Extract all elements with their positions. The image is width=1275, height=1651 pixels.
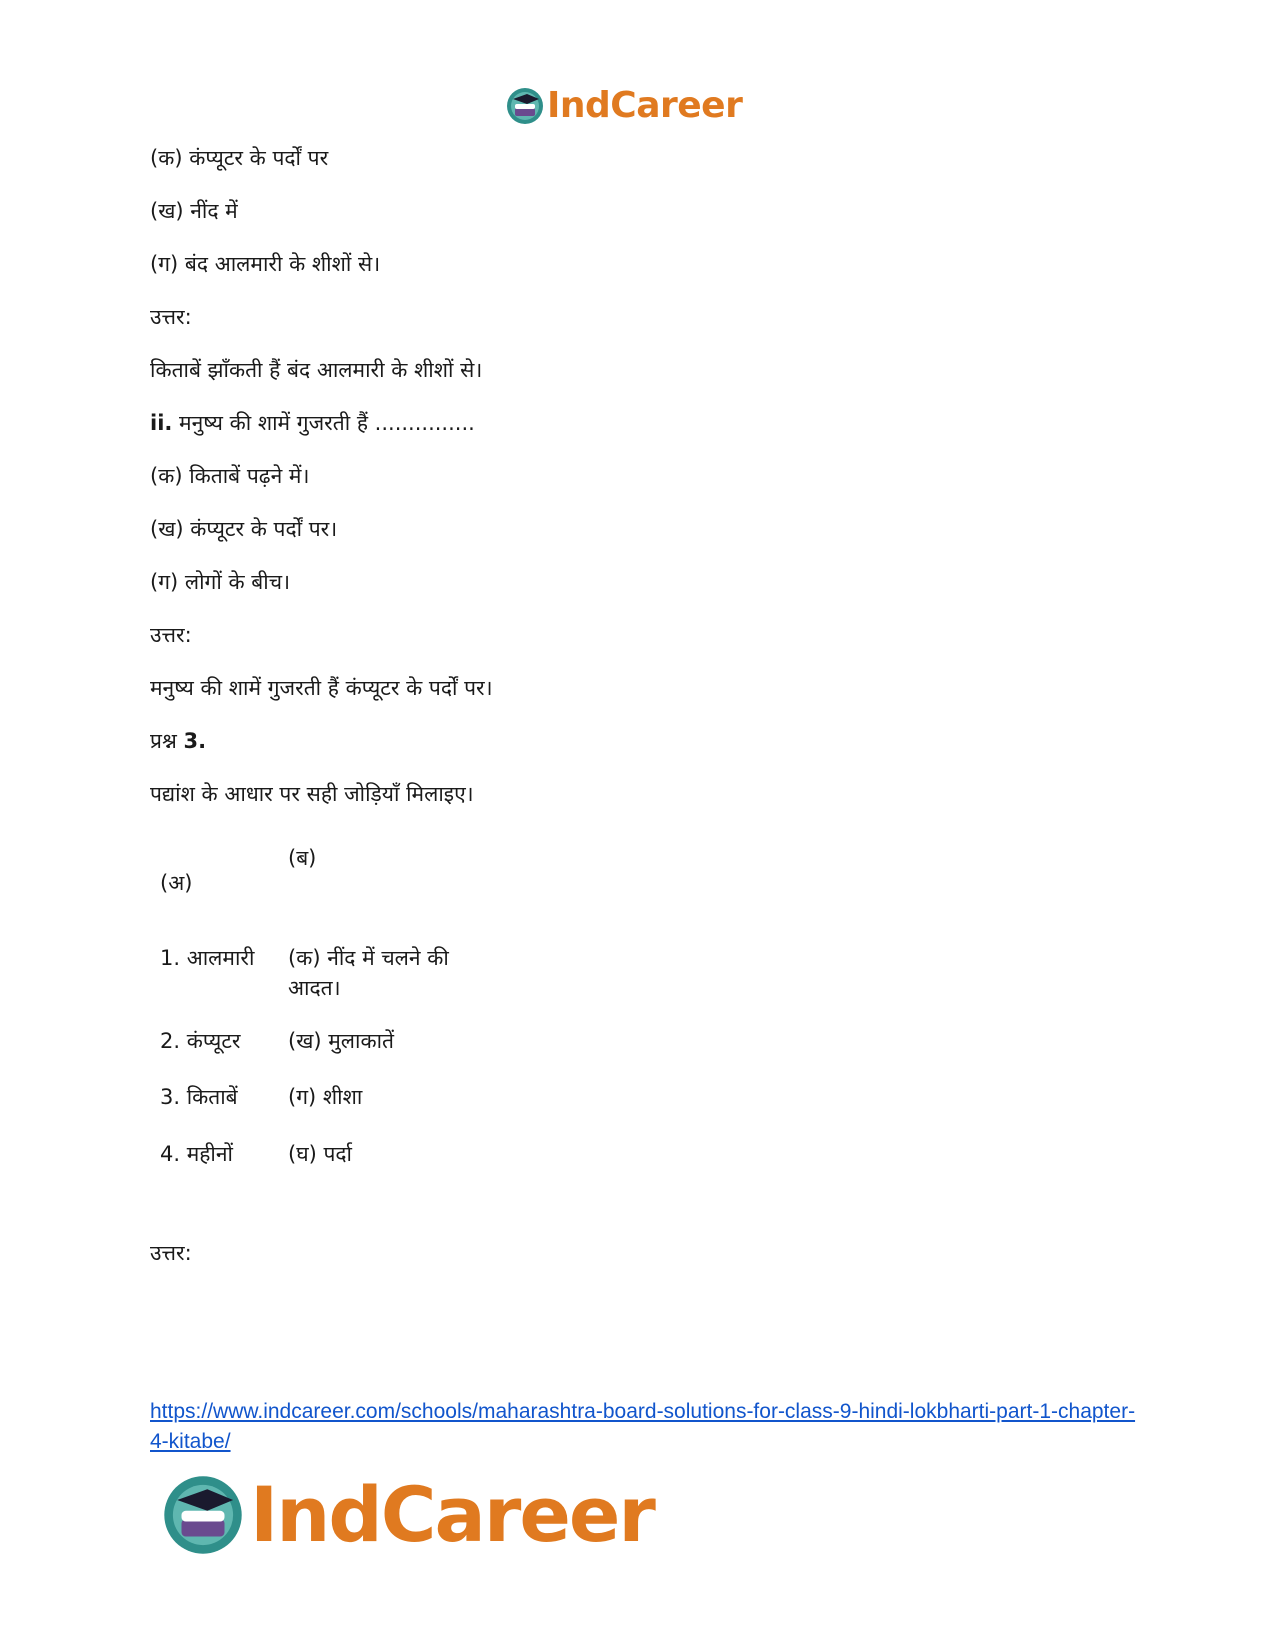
match-row-b: (घ) पर्दा	[288, 1142, 352, 1166]
indcareer-logo-top	[505, 84, 742, 128]
match-row-b: (ग) शीशा	[288, 1085, 363, 1109]
q3-answer-label: उत्तर:	[150, 1241, 192, 1265]
logo-wordmark: IndCareer	[547, 85, 743, 126]
q1-option-ga: (ग) बंद आलमारी के शीशों से।	[150, 252, 381, 276]
match-row-a: 4. महीनों	[160, 1142, 233, 1166]
q2-question	[150, 408, 475, 438]
match-col-a-header: (अ)	[160, 871, 193, 895]
q2-answer-label: उत्तर:	[150, 623, 192, 647]
q3-label	[150, 726, 206, 756]
q2-answer-text: मनुष्य की शामें गुजरती हैं कंप्यूटर के पर्दों पर।	[150, 676, 493, 700]
match-row-b: (ख) मुलाकातें	[288, 1029, 395, 1053]
match-row-a: 3. किताबें	[160, 1085, 238, 1109]
q1-answer-label: उत्तर:	[150, 305, 192, 329]
match-col-b-header: (ब)	[288, 846, 317, 870]
q2-number: ii.	[150, 411, 173, 435]
logo-wordmark: IndCareer	[250, 1470, 654, 1559]
q3-label-number: 3.	[183, 729, 207, 753]
match-row-b: (क) नींद में चलने की आदत।	[288, 946, 449, 1000]
q1-answer-text: किताबें झाँकती हैं बंद आलमारी के शीशों से।	[150, 358, 483, 382]
q2-option-kha: (ख) कंप्यूटर के पर्दों पर।	[150, 517, 338, 541]
q2-question-text: मनुष्य की शामें गुजरती हैं ...............	[172, 411, 475, 435]
q3-label-word: प्रश्न	[150, 729, 184, 753]
source-url-link[interactable]: https://www.indcareer.com/schools/maharashtra-board-solutions-for-class-9-hindi-lokbharti-part-1-chapter-4-kitabe/	[150, 1400, 1136, 1453]
indcareer-logo-bottom	[160, 1470, 654, 1560]
q2-option-ka: (क) किताबें पढ़ने में।	[150, 464, 310, 488]
q3-instruction: पद्यांश के आधार पर सही जोड़ियाँ मिलाइए।	[150, 782, 474, 806]
graduation-cap-icon	[160, 1472, 246, 1558]
match-row-a: 2. कंप्यूटर	[160, 1029, 241, 1053]
graduation-cap-icon	[505, 86, 545, 126]
q1-option-kha: (ख) नींद में	[150, 199, 238, 223]
match-row-a: 1. आलमारी	[160, 946, 255, 970]
q1-option-ka: (क) कंप्यूटर के पर्दों पर	[150, 146, 329, 170]
q2-option-ga: (ग) लोगों के बीच।	[150, 570, 291, 594]
